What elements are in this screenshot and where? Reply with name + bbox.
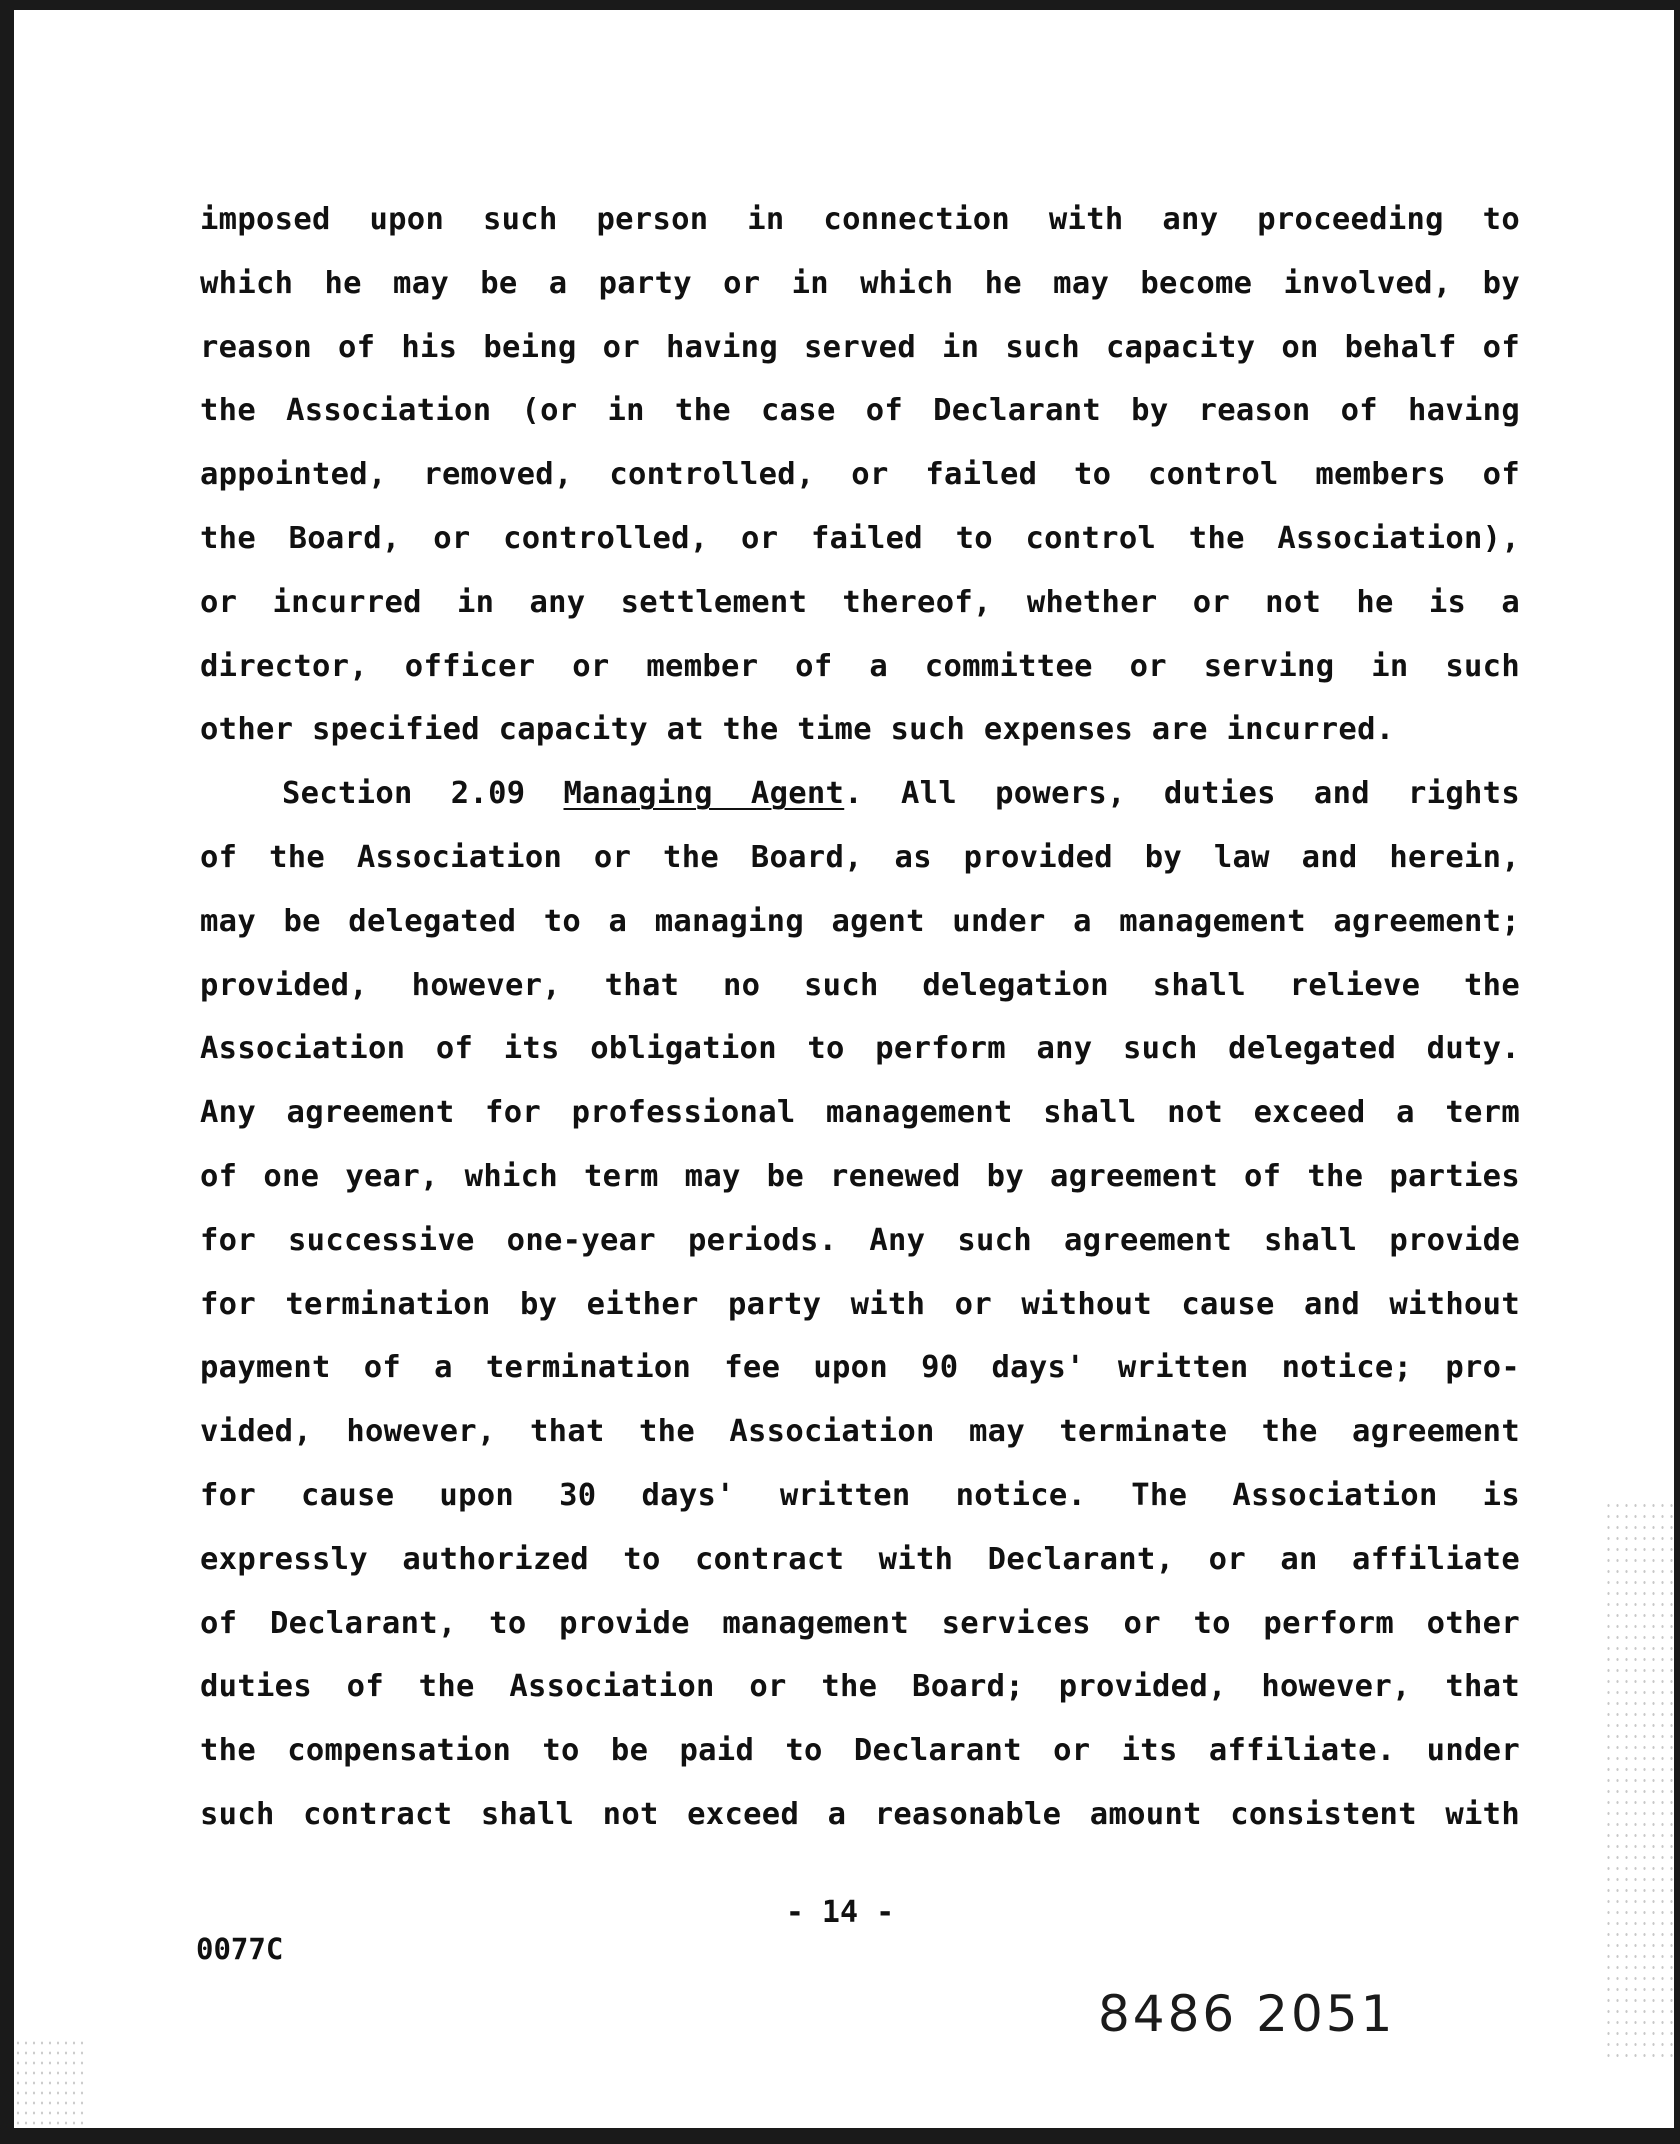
text-line: of the Association or the Board, as provided by law and herein, — [200, 839, 1520, 875]
text-line: payment of a termination fee upon 90 days' written notice; pro- — [200, 1350, 1520, 1386]
document-body — [200, 188, 1520, 1847]
text-line: for termination by either party with or without cause and without — [200, 1286, 1520, 1322]
text-line: the Association (or in the case of Declarant by reason of having — [200, 393, 1520, 429]
page-number: - 14 - — [785, 1895, 895, 1930]
scan-noise-left — [14, 2038, 84, 2128]
section-number: Section 2.09 — [282, 776, 564, 812]
text-line: of one year, which term may be renewed by agreement of the parties — [200, 1158, 1520, 1194]
text-line: the compensation to be paid to Declarant or its affiliate. under — [200, 1733, 1520, 1769]
text-line: imposed upon such person in connection with any proceeding to — [200, 202, 1520, 237]
text-line: Any agreement for professional management shall not exceed a term — [200, 1095, 1520, 1131]
text-line: for successive one-year periods. Any such agreement shall provide — [200, 1222, 1520, 1258]
section-heading-rest: . All powers, duties and rights — [844, 776, 1520, 812]
document-code: 0077C — [196, 1932, 284, 1966]
text-line: reason of his being or having served in such capacity on behalf of — [200, 329, 1520, 365]
text-line: vided, however, that the Association may terminate the agreement — [200, 1414, 1520, 1450]
text-line: other specified capacity at the time such expenses are incurred. — [200, 712, 1395, 748]
stamped-record-number: 8486 2051 — [1098, 1985, 1396, 2043]
text-line: expressly authorized to contract with Declarant, or an affiliate — [200, 1541, 1520, 1577]
text-line: appointed, removed, controlled, or failed to control members of — [200, 457, 1520, 493]
text-line: director, officer or member of a committee or serving in such — [200, 648, 1520, 684]
text-line: such contract shall not exceed a reasonable amount consistent with — [200, 1796, 1520, 1832]
text-line: for cause upon 30 days' written notice. The Association is — [200, 1477, 1520, 1513]
text-line: Association of its obligation to perform any such delegated duty. — [200, 1031, 1520, 1067]
text-line: which he may be a party or in which he may become involved, by — [200, 265, 1520, 301]
section-title: Managing Agent — [563, 776, 845, 812]
text-line: the Board, or controlled, or failed to control the Association), — [200, 520, 1520, 556]
scan-noise-right — [1604, 1500, 1674, 2060]
text-line: provided, however, that no such delegation shall relieve the — [200, 967, 1520, 1003]
text-line: duties of the Association or the Board; provided, however, that — [200, 1669, 1520, 1705]
text-line: of Declarant, to provide management services or to perform other — [200, 1605, 1520, 1641]
text-line: may be delegated to a managing agent under a management agreement; — [200, 903, 1520, 939]
text-line: or incurred in any settlement thereof, whether or not he is a — [200, 584, 1520, 620]
section-heading-line — [200, 762, 1520, 826]
